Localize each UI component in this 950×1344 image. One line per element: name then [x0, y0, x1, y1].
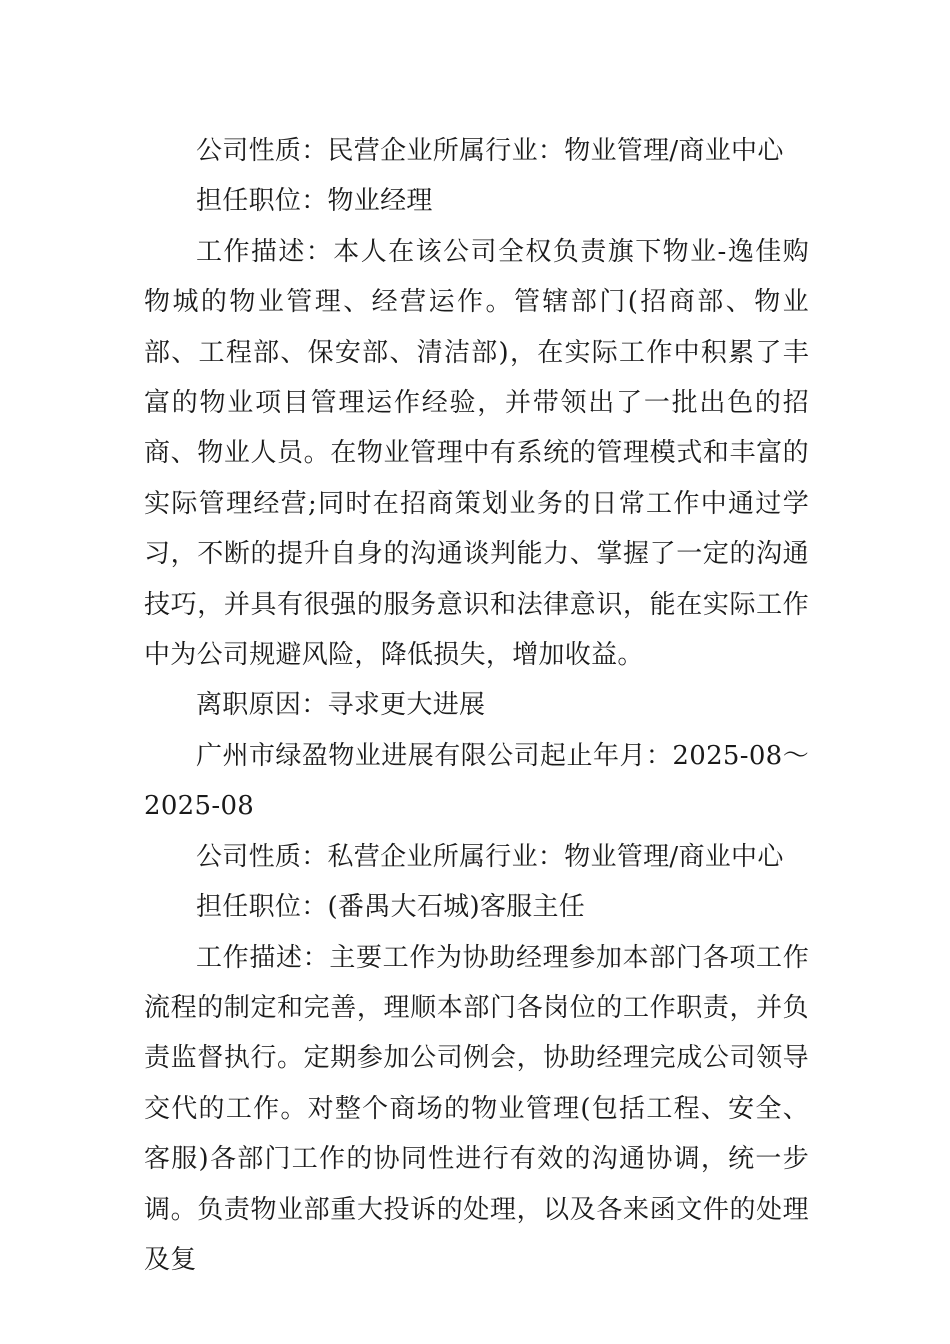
position-2: 担任职位：(番禺大石城)客服主任 [196, 892, 586, 923]
company-nature-1: 公司性质：民营企业所属行业：物业管理/商业中心 [196, 136, 784, 166]
employer-2-period: 广州市绿盈物业进展有限公司起止年月：2025-08～2025-08 [144, 740, 809, 822]
job-description-1: 工作描述：本人在该公司全权负责旗下物业-逸佳购物城的物业管理、经营运作。管辖部门(招商部、物业部、工程部、保安部、清洁部)，在实际工作中积累了丰富的物业项目管理运作经验，并带领出了一批出色的招商、物业人员。在物业管理中有系统的管理模式和丰富的实际管理经营;同时在招商策划业务的日常工作中通过学习，不断的提升自身的沟通谈判能力、掌握了一定的沟通技巧，并具有很强的服务意识和法律意识，能在实际工作中为公司规避风险，降低损失，增加收益。 [144, 236, 809, 671]
leaving-reason-1: 离职原因：寻求更大进展 [196, 690, 486, 721]
job-description-2: 工作描述：主要工作为协助经理参加本部门各项工作流程的制定和完善，理顺本部门各岗位的工作职责，并负责监督执行。定期参加公司例会，协助经理完成公司领导交代的工作。对整个商场的物业管理(包括工程、安全、客服)各部门工作的协同性进行有效的沟通协调，统一步调。负责物业部重大投诉的处理，以及各来函文件的处理及复 [144, 942, 809, 1275]
document-body [144, 126, 809, 1285]
position-1: 担任职位：物业经理 [196, 186, 433, 217]
company-nature-2: 公司性质：私营企业所属行业：物业管理/商业中心 [196, 841, 784, 872]
